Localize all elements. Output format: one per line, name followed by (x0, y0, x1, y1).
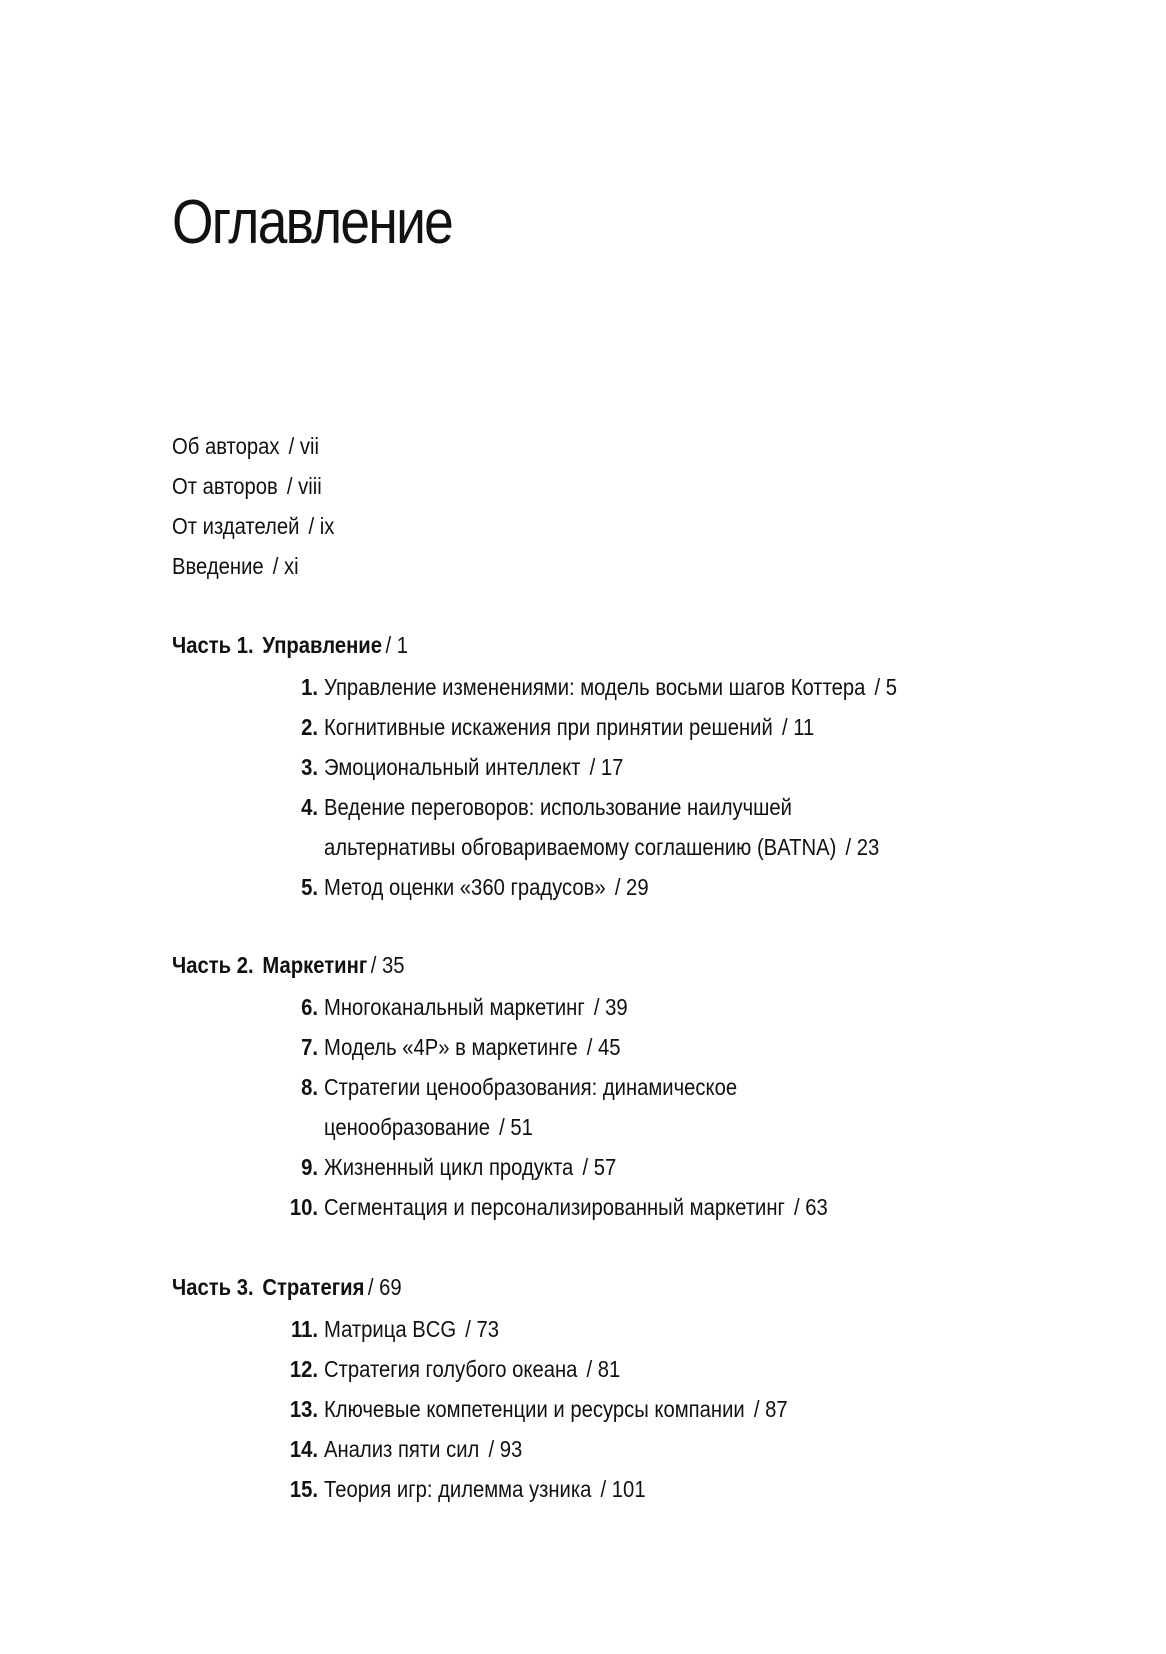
chapter-title-line: Жизненный цикл продукта (324, 1154, 574, 1180)
part-page: / 35 (370, 952, 405, 978)
part-heading[interactable] (172, 945, 858, 985)
chapter-title-line: Анализ пяти сил (324, 1436, 480, 1462)
page-title: Оглавление (172, 188, 453, 257)
part-page: / 69 (367, 1274, 402, 1300)
chapter-item[interactable] (172, 1187, 952, 1227)
chapter-item[interactable] (172, 867, 952, 907)
chapter-item[interactable] (172, 1469, 952, 1509)
entry-label: Об авторах (172, 433, 280, 459)
part-heading[interactable] (172, 1267, 858, 1307)
part-name: Управление (262, 632, 383, 658)
chapter-title (324, 987, 870, 1027)
chapter-number: 11. (290, 1316, 318, 1342)
entry-label: От авторов (172, 473, 278, 499)
chapter-title-line: Стратегии ценообразования: динамическое (324, 1074, 738, 1100)
chapter-title (324, 1147, 870, 1187)
front-matter-item[interactable] (172, 426, 334, 466)
chapter-title-line: Метод оценки «360 градусов» (324, 874, 606, 900)
chapter-title-line: Матрица BCG (324, 1316, 457, 1342)
chapter-number: 3. (301, 754, 318, 780)
chapter-page: / 11 (781, 714, 815, 740)
chapter-list (172, 987, 952, 1227)
chapter-number: 15. (289, 1476, 318, 1502)
chapter-page: / 63 (794, 1194, 828, 1220)
front-matter-list (172, 426, 357, 586)
chapter-title (324, 867, 870, 907)
entry-label: Введение (172, 553, 264, 579)
chapter-title-line: Многоканальный маркетинг (324, 994, 585, 1020)
chapter-number: 14. (289, 1436, 318, 1462)
chapter-number: 4. (301, 794, 318, 820)
chapter-page: / 5 (874, 674, 898, 700)
chapter-title (324, 1187, 870, 1227)
entry-page: / viii (286, 473, 322, 499)
chapter-title-line: Теория игр: дилемма узника (324, 1476, 592, 1502)
chapter-item[interactable] (172, 787, 952, 867)
chapter-page: / 17 (589, 754, 624, 780)
chapter-item[interactable] (172, 1349, 952, 1389)
chapter-page: / 45 (586, 1034, 621, 1060)
chapter-page: / 51 (499, 1114, 533, 1140)
part-heading[interactable] (172, 625, 858, 665)
part-label: Часть 2. (172, 952, 254, 978)
chapter-item[interactable] (172, 1309, 952, 1349)
chapter-title (324, 1429, 870, 1469)
chapter-page: / 29 (614, 874, 649, 900)
chapter-list (172, 667, 952, 907)
chapter-title-line: ценообразование (324, 1114, 491, 1140)
chapter-number: 7. (301, 1034, 318, 1060)
chapter-page: / 57 (582, 1154, 617, 1180)
chapter-title-line: альтернативы обговариваемому соглашению (BATNA) (324, 834, 837, 860)
chapter-item[interactable] (172, 1429, 952, 1469)
chapter-page: / 87 (753, 1396, 788, 1422)
front-matter-item[interactable] (172, 506, 334, 546)
chapter-title (324, 1067, 870, 1147)
part-label: Часть 3. (172, 1274, 254, 1300)
chapter-number: 10. (289, 1194, 318, 1220)
chapter-page: / 81 (586, 1356, 621, 1382)
chapter-item[interactable] (172, 707, 952, 747)
chapter-number: 12. (289, 1356, 318, 1382)
chapter-item[interactable] (172, 1147, 952, 1187)
chapter-page: / 101 (600, 1476, 646, 1502)
chapter-title-line: Сегментация и персонализированный маркетинг (324, 1194, 785, 1220)
entry-label: От издателей (172, 513, 300, 539)
part-label: Часть 1. (172, 632, 254, 658)
entry-page: / ix (308, 513, 335, 539)
chapter-list (172, 1309, 952, 1509)
chapter-title (324, 1309, 870, 1349)
part-section (172, 625, 952, 907)
chapter-title (324, 1469, 870, 1509)
chapter-title-line: Управление изменениями: модель восьми шагов Коттера (324, 674, 866, 700)
chapter-page: / 39 (593, 994, 628, 1020)
chapter-number: 8. (301, 1074, 318, 1100)
part-section (172, 1267, 952, 1509)
chapter-title-line: Когнитивные искажения при принятии решений (324, 714, 773, 740)
chapter-title-line: Стратегия голубого океана (324, 1356, 578, 1382)
chapter-item[interactable] (172, 1067, 952, 1147)
chapter-title-line: Ведение переговоров: использование наилучшей (324, 794, 792, 820)
front-matter-item[interactable] (172, 546, 334, 586)
chapter-page: / 93 (488, 1436, 523, 1462)
chapter-item[interactable] (172, 1027, 952, 1067)
chapter-title (324, 747, 870, 787)
chapter-number: 6. (301, 994, 318, 1020)
part-name: Стратегия (262, 1274, 365, 1300)
entry-page: / vii (288, 433, 319, 459)
part-section (172, 945, 952, 1227)
chapter-number: 1. (301, 674, 318, 700)
chapter-item[interactable] (172, 1389, 952, 1429)
chapter-number: 5. (301, 874, 318, 900)
chapter-number: 2. (301, 714, 318, 740)
chapter-title (324, 1389, 870, 1429)
chapter-item[interactable] (172, 667, 952, 707)
part-page: / 1 (385, 632, 409, 658)
chapter-page: / 23 (845, 834, 880, 860)
chapter-item[interactable] (172, 987, 952, 1027)
chapter-number: 9. (301, 1154, 318, 1180)
chapter-title (324, 1349, 870, 1389)
chapter-title (324, 787, 880, 867)
chapter-page: / 73 (465, 1316, 499, 1342)
chapter-title (324, 667, 898, 707)
chapter-item[interactable] (172, 747, 952, 787)
chapter-title (324, 707, 870, 747)
chapter-title-line: Ключевые компетенции и ресурсы компании (324, 1396, 745, 1422)
entry-page: / xi (272, 553, 299, 579)
chapter-title-line: Модель «4P» в маркетинге (324, 1034, 578, 1060)
chapter-title (324, 1027, 870, 1067)
part-name: Маркетинг (262, 952, 368, 978)
front-matter-item[interactable] (172, 466, 334, 506)
chapter-title-line: Эмоциональный интеллект (324, 754, 581, 780)
chapter-number: 13. (289, 1396, 318, 1422)
